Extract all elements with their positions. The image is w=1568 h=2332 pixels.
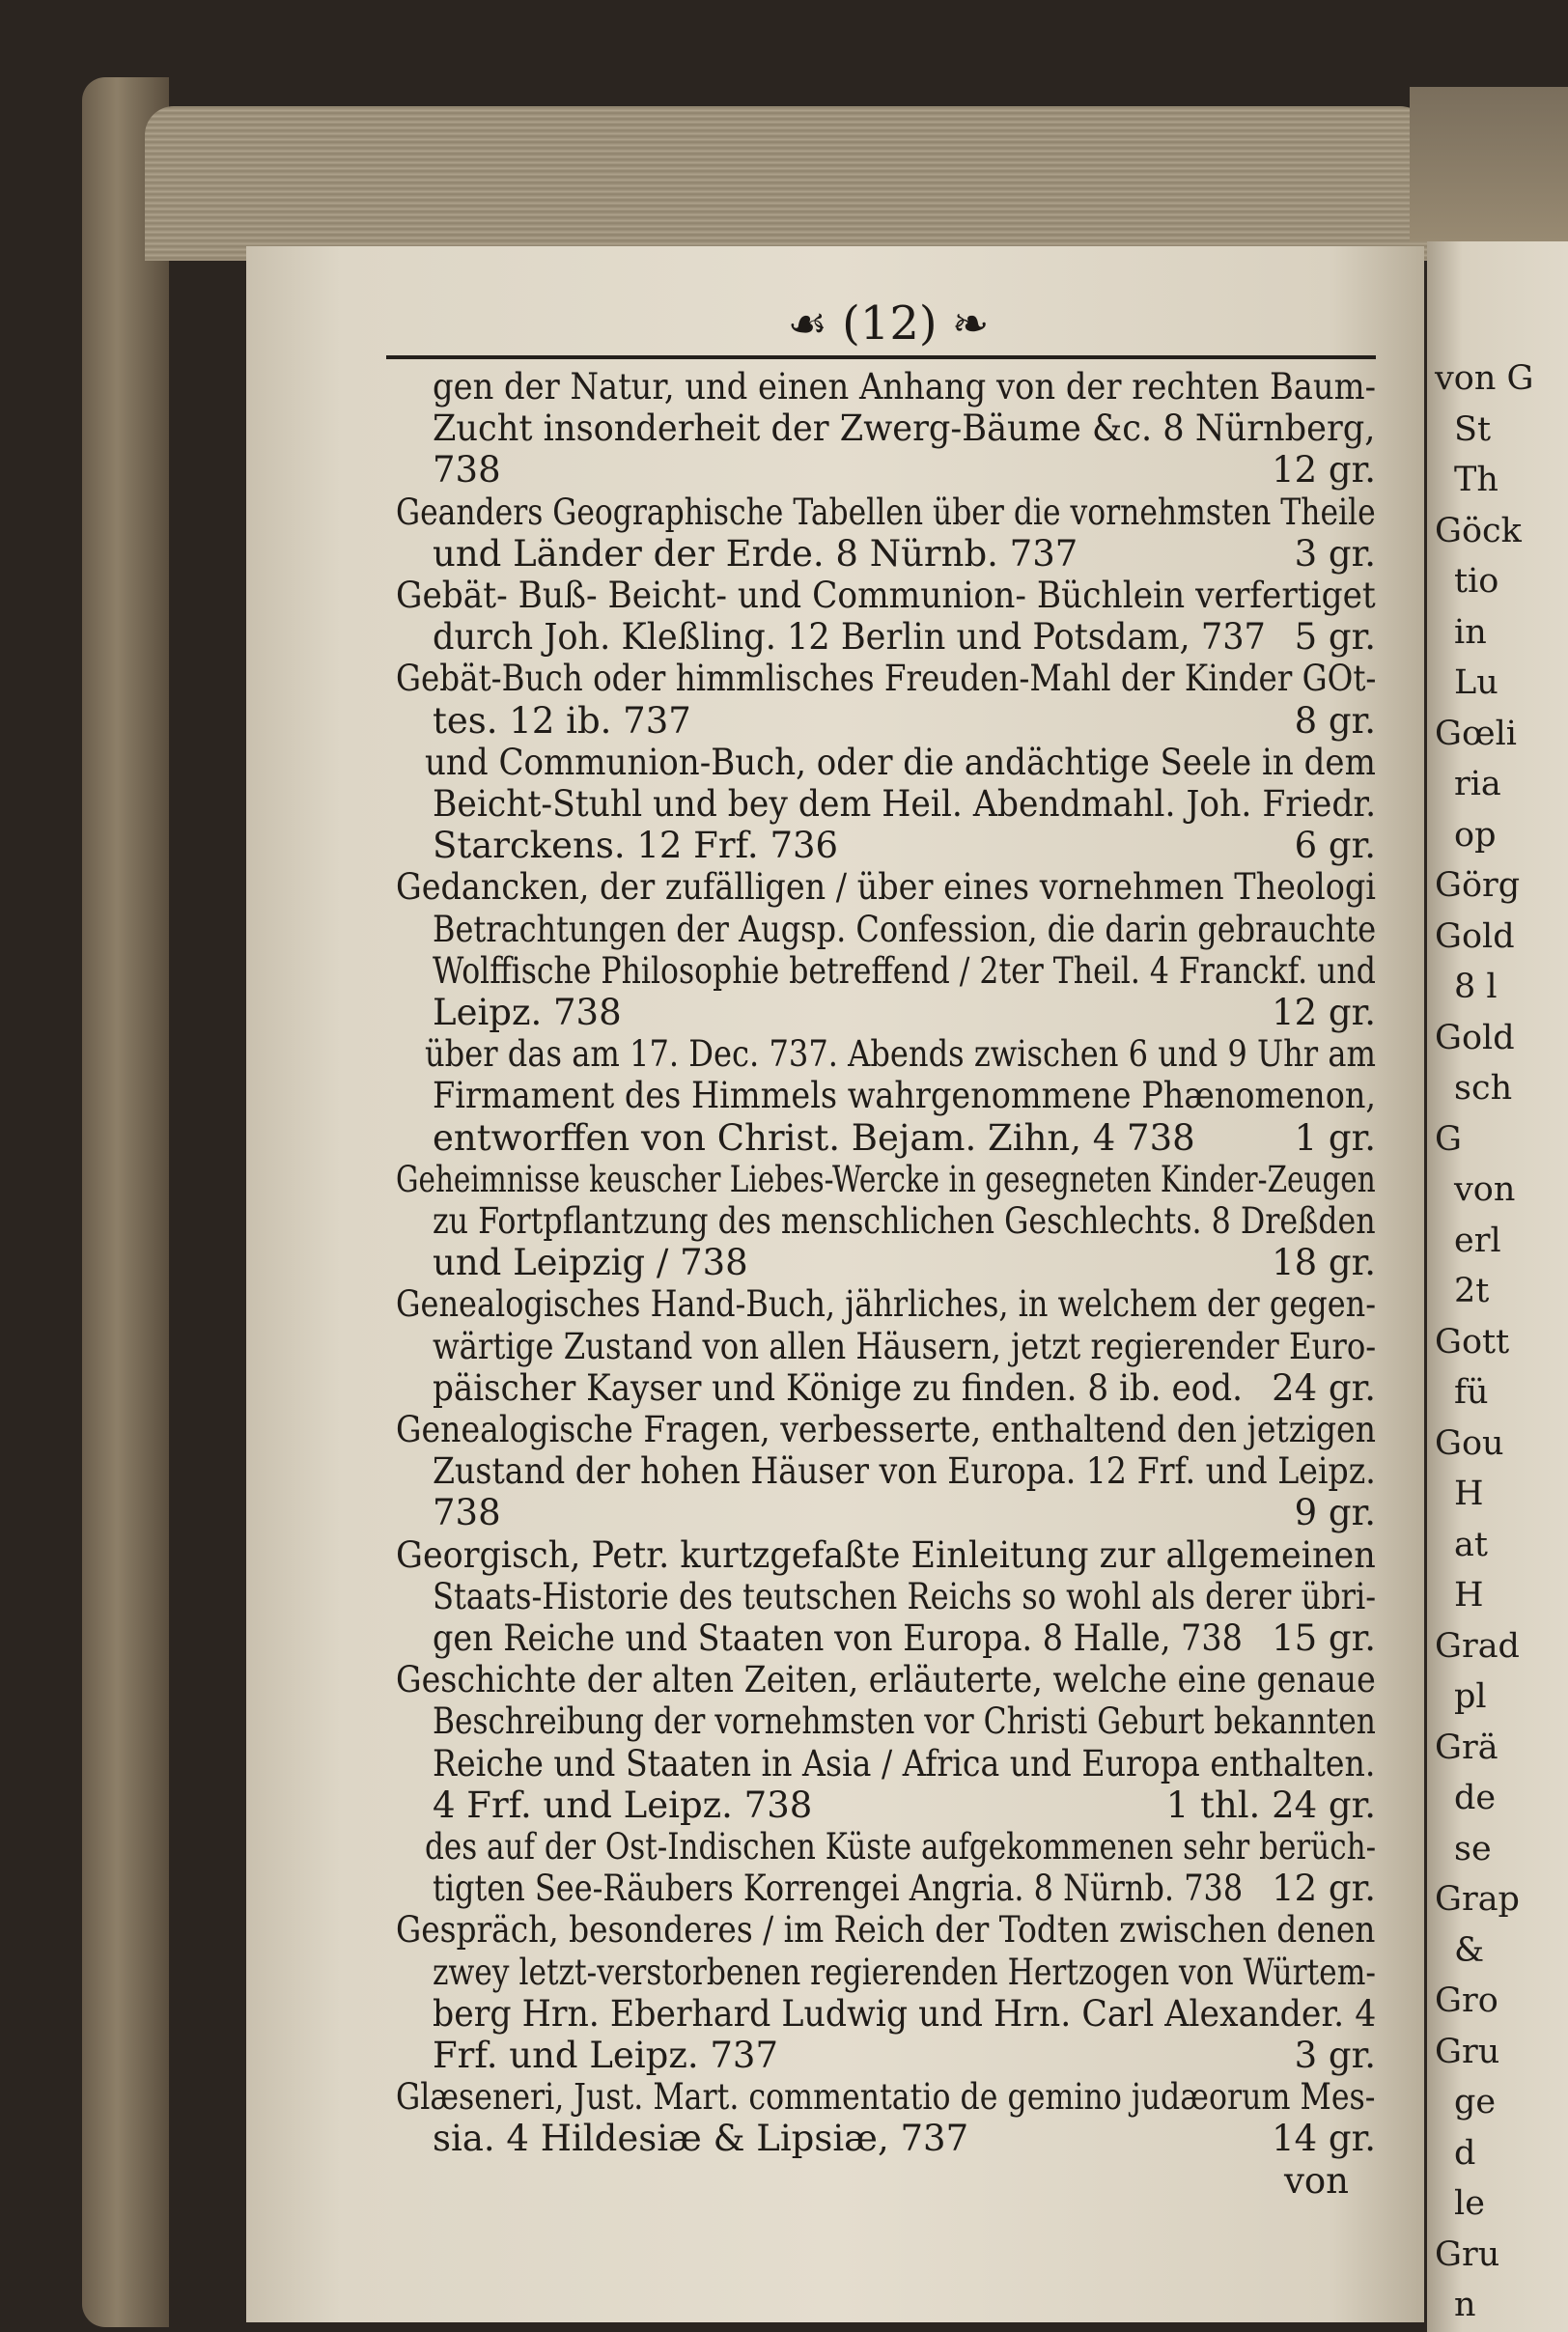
entry-text: Beicht-Stuhl und bey dem Heil. Abendmahl. Joh. Friedr. — [433, 783, 1377, 825]
entry-text: tes. 12 ib. 737 — [433, 699, 691, 742]
entry-price: 1 thl. 24 gr. — [1165, 1784, 1376, 1826]
entry-text: Reiche und Staaten in Asia / Africa und Europa enthalten. — [433, 1742, 1376, 1784]
catalog-line — [433, 1742, 1376, 1786]
entry-text: über das am 17. Dec. 737. Abends zwischen 6 und 9 Uhr am — [425, 1033, 1376, 1076]
right-page-fragment: d — [1454, 2133, 1476, 2173]
entry-text: sia. 4 Hildesiæ & Lipsiæ, 737 — [433, 2118, 969, 2160]
catalog-line — [433, 1199, 1376, 1244]
catalog-line — [396, 1533, 1376, 1578]
right-page-fragment: Th — [1454, 461, 1498, 499]
catalog-line — [433, 2034, 1376, 2078]
right-page-fragment: von — [1454, 1170, 1516, 1209]
entry-price: 8 gr. — [1294, 699, 1376, 742]
entry-text: und Leipzig / 738 — [433, 1242, 748, 1284]
right-page-fragment: G — [1435, 1119, 1462, 1159]
entry-price: 12 gr. — [1272, 449, 1376, 492]
entry-text: zwey letzt-verstorbenen regierenden Hertzogen von Würtem- — [433, 1951, 1376, 1993]
right-page-fragment: at — [1454, 1525, 1488, 1564]
catalog-line — [425, 1032, 1376, 1077]
catalog-line — [433, 782, 1376, 827]
entry-text: Wolffische Philosophie betreffend / 2ter Theil. 4 Franckf. und — [433, 949, 1376, 992]
right-page-fragment: ge — [1454, 2083, 1497, 2121]
entry-text: tigten See-Räubers Korrengei Angria. 8 Nürnb. 738 — [433, 1868, 1244, 1910]
right-page-fragment: Göck — [1435, 511, 1522, 550]
entry-text: Gespräch, besonderes / im Reich der Todten zwischen denen — [396, 1909, 1376, 1952]
catalog-line — [433, 949, 1376, 994]
book-spine-edge — [82, 77, 169, 2327]
right-page-fragment: St — [1454, 409, 1492, 449]
right-page-fragment: tio — [1454, 562, 1499, 601]
entry-text: Beschreibung der vornehmsten vor Christi Geburt bekannten — [433, 1700, 1376, 1743]
entry-text: Geanders Geographische Tabellen über die vornehmsten Theile — [396, 491, 1376, 533]
catalog-line — [433, 1074, 1376, 1118]
entry-price: 9 gr. — [1294, 1492, 1376, 1534]
right-page-fragment: Gott — [1435, 1322, 1510, 1362]
right-page-fragment: Görg — [1435, 866, 1521, 905]
catalog-line — [433, 1116, 1376, 1161]
right-page-fragment: le — [1454, 2184, 1485, 2223]
entry-text: Glæseneri, Just. Mart. commentatio de gemino judæorum Mes- — [396, 2076, 1376, 2119]
entry-price: 5 gr. — [1294, 616, 1376, 659]
right-page-fragment: erl — [1454, 1221, 1501, 1260]
right-page-fragment: Lu — [1454, 663, 1498, 702]
right-page-fragment: H — [1454, 1475, 1484, 1513]
catalog-line — [396, 2075, 1376, 2120]
catalog-line — [433, 1325, 1376, 1369]
right-page-fragment: 8 l — [1454, 968, 1498, 1006]
catalog-line — [396, 491, 1376, 535]
page-number: (12) — [842, 296, 938, 351]
entry-text: Firmament des Himmels wahrgenommene Phænomenon, — [433, 1075, 1377, 1117]
catalog-line — [433, 1867, 1376, 1911]
right-page-fragment: von G — [1435, 359, 1534, 398]
entry-text: Gedancken, der zufälligen / über eines vornehmen Theologi — [396, 866, 1377, 909]
catalog-line — [396, 657, 1376, 701]
right-page-fragment: pl — [1454, 1677, 1487, 1716]
ornament-right-icon: ❧ — [951, 297, 990, 350]
entry-text: Geschichte der alten Zeiten, erläuterte, welche eine genaue — [396, 1659, 1376, 1701]
catalog-line — [433, 1366, 1376, 1411]
entry-price: 12 gr. — [1272, 1868, 1376, 1910]
entry-text: berg Hrn. Eberhard Ludwig und Hrn. Carl Alexander. 4 — [433, 1992, 1377, 2035]
entry-text: Staats-Historie des teutschen Reichs so wohl als derer übri- — [433, 1575, 1377, 1617]
right-page-fragment: op — [1454, 815, 1497, 855]
catalog-line — [396, 1408, 1376, 1452]
entry-text: wärtige Zustand von allen Häusern, jetzt regierender Euro- — [433, 1325, 1377, 1367]
book-page-edges — [145, 106, 1429, 261]
catalog-line — [433, 1241, 1376, 1285]
header-rule — [386, 355, 1376, 359]
entry-price: 24 gr. — [1272, 1366, 1376, 1409]
entry-price: 3 gr. — [1294, 532, 1376, 575]
catalog-line — [433, 1951, 1376, 1995]
entry-price: 12 gr. — [1272, 992, 1376, 1033]
right-page-fragment: Grap — [1435, 1880, 1520, 1919]
catalog-line — [433, 1449, 1376, 1494]
entry-text: entworffen von Christ. Bejam. Zihn, 4 738 — [433, 1116, 1195, 1159]
catalog-line — [433, 615, 1376, 660]
catalog-line — [433, 908, 1376, 952]
right-page-fragment: se — [1454, 1829, 1492, 1868]
entry-text: Gebät- Buß- Beicht- und Communion- Büchlein verfertiget — [396, 575, 1376, 616]
right-page-fragment: in — [1454, 612, 1487, 652]
entry-text: päischer Kayser und Könige zu finden. 8 ib. eod. — [433, 1366, 1243, 1409]
catalog-line — [396, 1658, 1376, 1702]
entry-price: 3 gr. — [1294, 2035, 1376, 2076]
right-page-fragment: Gœli — [1435, 714, 1517, 753]
catalog-line — [396, 1158, 1376, 1202]
entry-price: 15 gr. — [1272, 1617, 1376, 1659]
book-top-right — [1410, 87, 1568, 241]
right-page-fragment: fü — [1454, 1373, 1489, 1412]
catalog-line — [433, 1784, 1376, 1828]
catalog-line — [1284, 2159, 1376, 2204]
right-page-fragment: ria — [1454, 765, 1501, 803]
ornament-left-icon: ☙ — [787, 297, 827, 350]
entry-text: 4 Frf. und Leipz. 738 — [433, 1784, 813, 1826]
catalog-line — [433, 407, 1376, 451]
catalog-line — [433, 699, 1376, 744]
catalog-line — [433, 1992, 1376, 2037]
entry-text: und Länder der Erde. 8 Nürnb. 737 — [433, 532, 1078, 575]
page-header — [753, 290, 1023, 357]
right-page-fragment: Gru — [1435, 2234, 1500, 2274]
right-page-fragment: Gold — [1435, 916, 1515, 956]
catalog-line — [433, 1700, 1376, 1744]
right-page-fragment: H — [1454, 1576, 1484, 1615]
right-page-fragment: de — [1454, 1779, 1497, 1817]
catalog-line — [433, 448, 1376, 492]
right-page-fragment: Gru — [1435, 2032, 1500, 2071]
right-page-fragment: Grad — [1435, 1626, 1520, 1666]
entry-text: Betrachtungen der Augsp. Confession, die darin gebrauchte — [433, 908, 1377, 950]
entry-text: von — [1284, 2159, 1350, 2202]
entry-text: durch Joh. Kleßling. 12 Berlin und Potsdam, 737 — [433, 616, 1266, 659]
entry-text: des auf der Ost-Indischen Küste aufgekommenen sehr berüch- — [425, 1826, 1377, 1868]
right-page-fragment: n — [1454, 2286, 1476, 2324]
entry-text: Genealogische Fragen, verbesserte, enthaltend den jetzigen — [396, 1409, 1377, 1450]
entry-text: Zustand der hohen Häuser von Europa. 12 Frf. und Leipz. — [433, 1450, 1376, 1493]
catalog-line — [433, 1616, 1376, 1661]
entry-text: 738 — [433, 1492, 501, 1534]
right-page-fragment: 2t — [1454, 1272, 1490, 1310]
entry-text: Geheimnisse keuscher Liebes-Wercke in gesegneten Kinder-Zeugen — [396, 1158, 1376, 1200]
right-page-fragment: Gou — [1435, 1423, 1504, 1463]
catalog-line — [433, 1491, 1376, 1535]
entry-text: Genealogisches Hand-Buch, jährliches, in welchem der gegen- — [396, 1283, 1377, 1326]
entry-text: Frf. und Leipz. 737 — [433, 2035, 778, 2076]
entry-text: Leipz. 738 — [433, 992, 622, 1033]
catalog-line — [433, 2117, 1376, 2161]
right-page-fragment: Gold — [1435, 1018, 1515, 1057]
catalog-line — [396, 574, 1376, 618]
entry-price: 6 gr. — [1294, 825, 1376, 867]
catalog-line — [396, 1282, 1376, 1327]
catalog-line — [396, 865, 1376, 910]
catalog-line — [425, 1825, 1376, 1869]
catalog-line — [433, 991, 1376, 1035]
catalog-line — [433, 824, 1376, 868]
entry-text: zu Fortpflantzung des menschlichen Geschlechts. 8 Dreßden — [433, 1200, 1376, 1242]
entry-text: Gebät-Buch oder himmlisches Freuden-Mahl der Kinder GOt- — [396, 658, 1377, 700]
entry-text: Georgisch, Petr. kurtzgefaßte Einleitung zur allgemeinen — [396, 1533, 1376, 1576]
catalog-line — [425, 741, 1376, 785]
right-page-fragment: sch — [1454, 1069, 1513, 1108]
catalog-line — [433, 365, 1376, 409]
right-page-fragment: & — [1454, 1930, 1485, 1970]
right-page-fragment: Gro — [1435, 1981, 1498, 2020]
entry-text: Starckens. 12 Frf. 736 — [433, 825, 839, 867]
entry-text: gen der Natur, und einen Anhang von der rechten Baum- — [433, 366, 1377, 407]
entry-price: 14 gr. — [1272, 2118, 1376, 2160]
catalog-line — [433, 532, 1376, 576]
entry-text: gen Reiche und Staaten von Europa. 8 Halle, 738 — [433, 1617, 1243, 1659]
entry-price: 1 gr. — [1294, 1116, 1376, 1159]
entry-text: und Communion-Buch, oder die andächtige Seele in dem — [425, 741, 1376, 783]
entry-text: Zucht insonderheit der Zwerg-Bäume &c. 8 Nürnberg, — [433, 407, 1376, 450]
catalog-line — [396, 1908, 1376, 1953]
entry-price: 18 gr. — [1272, 1242, 1376, 1284]
catalog-line — [433, 1575, 1376, 1619]
entry-text: 738 — [433, 449, 501, 492]
right-page-fragment: Grä — [1435, 1728, 1498, 1767]
